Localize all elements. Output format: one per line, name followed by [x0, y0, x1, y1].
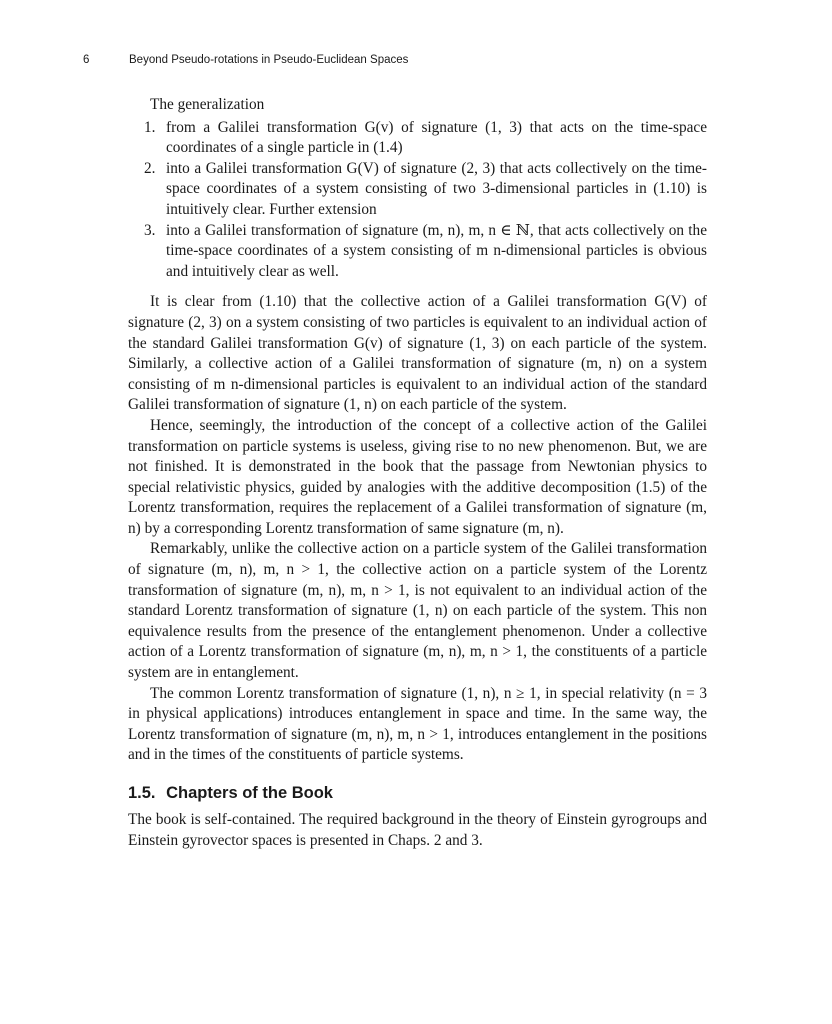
section-number: 1.5.: [128, 784, 156, 802]
list-item: [128, 118, 707, 159]
paragraph: Hence, seemingly, the introduction of the concept of a collective action of the Galilei transformation on particle systems is useless, giving rise to no new phenomenon. But, we are not finished. It is demonstrated in the book that the passage from Newtonian physics to special relativistic physics, guided by analogies with the additive decomposition (1.5) of the Lorentz transformation, requires the replacement of a Galilei transformation of signature (m, n) by a corresponding Lorentz transformation of same signature (m, n).: [128, 416, 707, 537]
list-item: [128, 221, 707, 283]
section-title: Chapters of the Book: [166, 784, 333, 802]
numbered-list: [128, 118, 707, 283]
body-text: [128, 95, 707, 851]
page-number: 6: [83, 54, 90, 66]
list-item-text: into a Galilei transformation of signature (m, n), m, n ∈ ℕ, that acts collectively on the time-space coordinates of a system consisting of m n-dimensional particles is obvious and intuitively clear as well.: [166, 221, 707, 280]
running-header: [83, 54, 723, 72]
list-item: [128, 159, 707, 221]
running-title: Beyond Pseudo-rotations in Pseudo-Euclidean Spaces: [129, 54, 409, 66]
list-item-number: 2.: [144, 159, 156, 177]
list-item-text: from a Galilei transformation G(v) of signature (1, 3) that acts on the time-space coordinates of a single particle in (1.4): [166, 118, 707, 157]
section-paragraph: The book is self-contained. The required background in the theory of Einstein gyrogroups and Einstein gyrovector spaces is presented in Chaps. 2 and 3.: [128, 811, 707, 849]
list-item-number: 1.: [144, 118, 156, 136]
lead-sentence: The generalization: [150, 96, 265, 113]
paragraph: It is clear from (1.10) that the collective action of a Galilei transformation G(V) of signature (2, 3) on a system consisting of two particles is equivalent to an individual action of the standard Galilei transformation G(v) of signature (1, 3) on each particle of the system. Similarly, a collective action of a Galilei transformation of signature (m, n) on a system consisting of m n-dimensional particles is equivalent to an individual action of the standard Galilei transformation of signature (1, n) on each particle of the system.: [128, 293, 707, 414]
paragraph: Remarkably, unlike the collective action on a particle system of the Galilei transformation of signature (m, n), m, n > 1, the collective action on a particle system of the Lorentz transformation of signature (m, n), m, n > 1, is not equivalent to an individual action of the standard Lorentz transformation of signature (1, n) on each particle of the system. This non equivalence results from the presence of the entanglement phenomenon. Under a collective action of a Lorentz transformation of signature (m, n), m, n > 1, the constituents of a particle system are in entanglement.: [128, 540, 707, 682]
section-heading: [128, 782, 707, 804]
paragraph: The common Lorentz transformation of signature (1, n), n ≥ 1, in special relativity (n = 3 in physical applications) introduces entanglement in space and time. In the same way, the Lorentz transformation of signature (m, n), m, n > 1, introduces entanglement in the positions and in the times of the constituents of particle systems.: [128, 684, 707, 764]
list-item-number: 3.: [144, 221, 156, 239]
list-item-text: into a Galilei transformation G(V) of signature (2, 3) that acts collectively on the time-space coordinates of a system consisting of two 3-dimensional particles in (1.10) is intuitively clear. Further extension: [166, 159, 707, 218]
